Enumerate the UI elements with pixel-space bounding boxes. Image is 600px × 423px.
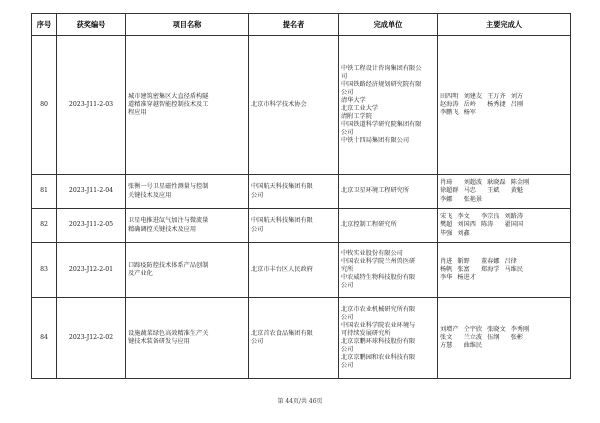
person-name: 杨进才 [457, 274, 476, 282]
person-name: 宋飞 [440, 213, 453, 221]
unit-line: 可持续发展研究所 [341, 329, 391, 337]
person-name: 杨秀捷 [487, 100, 506, 108]
table-header-row [32, 14, 571, 36]
project-line: 精确调控关键技术及应用 [128, 225, 197, 233]
header-project: 项目名称 [126, 14, 249, 36]
nominator-line: 公司 [251, 191, 264, 199]
project-line: 道精准穿越智能控制技术及工 [128, 100, 209, 108]
project-line: 设施蔬菜绿色高效精准生产关 [128, 329, 209, 337]
person-name: 王万齐 [487, 92, 506, 100]
person-name: 伍纲 [487, 333, 500, 341]
project-line: 程应用 [128, 109, 147, 117]
cell-award-no: 2023-J12-2-02 [57, 298, 126, 379]
unit-line: 公司 [341, 88, 354, 96]
person-name: 刘增产 [440, 325, 459, 333]
person-name: 曲维民 [463, 342, 483, 350]
table-row [32, 175, 571, 209]
person-name: 马维民 [504, 265, 524, 273]
person-name: 张文 [440, 333, 453, 341]
person-name: 樊超 [440, 221, 453, 229]
cell-seq: 83 [32, 243, 57, 298]
people-grid [440, 213, 568, 237]
cell-nominator [249, 298, 339, 379]
people-grid [440, 258, 568, 282]
cell-people [438, 243, 571, 298]
unit-line: 究所 [341, 265, 354, 273]
project-line: 关键技术及应用 [128, 191, 172, 199]
person-name: 田四明 [440, 92, 459, 100]
nominator-line: 公司 [251, 225, 264, 233]
unit-line: 中国农业科学院农业环境与 [341, 321, 416, 329]
cell-award-no: 2023-J11-2-03 [57, 36, 126, 175]
person-name: 黄魁 [510, 187, 524, 195]
person-name: 王斌 [487, 187, 500, 195]
person-name: 杨帆 [440, 265, 453, 273]
person-name: 张彬 [510, 333, 524, 341]
cell-nominator [249, 243, 339, 298]
cell-project [126, 243, 249, 298]
header-seq: 序号 [32, 14, 57, 36]
cell-units [339, 298, 438, 379]
person-name: 岳岭 [463, 100, 476, 108]
cell-people [438, 209, 571, 243]
person-name: 徐超群 [440, 187, 459, 195]
unit-line: 公司 [341, 313, 354, 321]
cell-project [126, 36, 249, 175]
person-name: 肖琦 [440, 179, 453, 187]
person-name: 刘鑫 [457, 229, 470, 237]
unit-line: 中国铁路经济规划研究院有限 [341, 80, 422, 88]
table-row [32, 36, 571, 175]
cell-seq: 84 [32, 298, 57, 379]
cell-project [126, 175, 249, 209]
unit-line: 北京工业大学 [341, 105, 379, 112]
project-line: 城市建筑密集区大直径盾构隧 [128, 92, 209, 100]
person-name: 李华 [440, 274, 453, 282]
cell-people [438, 175, 571, 209]
person-name: 李文 [457, 213, 470, 221]
unit-line: 中农威特生物科技股份有限 [341, 274, 416, 282]
header-nominator: 提名者 [249, 14, 339, 36]
person-name: 李秀刚 [510, 325, 530, 333]
unit-line: 北京市农业机械研究所有限 [341, 305, 416, 313]
cell-people [438, 36, 571, 175]
person-name: 李宗良 [480, 213, 500, 221]
person-name: 马忠 [463, 187, 476, 195]
unit-line: 司 [341, 72, 348, 80]
nominator-line: 公司 [251, 338, 264, 345]
unit-line: 北京京鹏园和农业科技有限 [341, 354, 416, 362]
cell-nominator [249, 209, 339, 243]
cell-units [339, 243, 438, 298]
awards-table [31, 13, 571, 379]
person-name: 毕强 [440, 229, 453, 237]
person-name: 张艳景 [463, 195, 483, 203]
cell-award-no: 2023-J11-2-04 [57, 175, 126, 209]
unit-line: 北京卫星环境工程研究所 [341, 187, 410, 195]
person-name: 刘建友 [463, 92, 483, 100]
person-name: 仝宇欣 [463, 325, 483, 333]
person-name: 吕刚 [510, 100, 524, 108]
person-name: 刘国西 [457, 221, 476, 229]
cell-nominator [249, 175, 339, 209]
nominator-line: 中国航天科技集团有限 [251, 183, 313, 191]
project-line: 键技术装备研发与应用 [128, 338, 190, 345]
people-grid [440, 93, 568, 117]
person-name: 杨军 [463, 109, 476, 117]
cell-seq: 81 [32, 175, 57, 209]
person-name: 靳野 [457, 257, 470, 265]
project-line: 卫星电推进氙气加注与微流量 [128, 217, 209, 225]
cell-seq: 80 [32, 36, 57, 175]
cell-award-no: 2023-J12-2-01 [57, 243, 126, 298]
unit-line: 中铁十四局集团有限公司 [341, 137, 410, 145]
table-row [32, 298, 571, 379]
cell-project [126, 209, 249, 243]
cell-award-no: 2023-J11-2-05 [57, 209, 126, 243]
unit-line: 中国铁道科学研究院集团有限 [341, 121, 422, 129]
person-name: 张富 [457, 265, 470, 273]
unit-line: 北京京鹏环球科技股份有限 [341, 338, 416, 345]
project-line: 及产业化 [128, 270, 153, 277]
person-name: 陈金刚 [510, 179, 530, 187]
nominator-line: 北京首农食品集团有限 [251, 329, 313, 337]
person-name: 翟国国 [504, 221, 524, 229]
cell-people [438, 298, 571, 379]
unit-line: 公司 [341, 282, 354, 290]
nominator-line: 北京市科学技术协会 [251, 100, 307, 108]
project-line: 张衡一号卫星磁性测量与控制 [128, 183, 209, 191]
person-name: 李鹏飞 [440, 109, 459, 117]
person-name: 刘超波 [463, 179, 483, 187]
person-name: 吕律 [504, 257, 517, 265]
person-name: 方慧 [440, 342, 453, 350]
table-row [32, 243, 571, 298]
nominator-line: 北京市丰台区人民政府 [251, 265, 313, 273]
unit-line: 公司 [341, 362, 354, 370]
nominator-line: 中国航天科技集团有限 [251, 217, 313, 225]
unit-line: 中牧实业股份有限公司 [341, 249, 403, 257]
cell-project [126, 298, 249, 379]
cell-seq: 82 [32, 209, 57, 243]
header-units: 完成单位 [339, 14, 438, 36]
header-award-no: 获奖编号 [57, 14, 126, 36]
page-footer: 第 44页/共 46页 [277, 398, 323, 405]
person-name: 刘方 [510, 92, 524, 100]
person-name: 耿晓磊 [487, 179, 506, 187]
cell-units [339, 209, 438, 243]
unit-line: 公司 [341, 346, 354, 354]
header-people: 主要完成人 [438, 14, 571, 36]
cell-units [339, 175, 438, 209]
unit-line: 清附工学院 [341, 113, 372, 121]
people-grid [440, 179, 568, 203]
person-name: 肖进 [440, 257, 453, 265]
unit-line: 北京控制工程研究所 [341, 221, 397, 229]
table-row [32, 209, 571, 243]
people-grid [440, 326, 568, 350]
person-name: 董春娜 [480, 257, 500, 265]
unit-line: 中国农业科学院兰州兽医研 [341, 257, 416, 265]
cell-nominator [249, 36, 339, 175]
person-name: 兰立波 [463, 333, 483, 341]
person-name: 陈涛 [480, 221, 494, 229]
person-name: 李娜 [440, 195, 453, 203]
unit-line: 中铁工程设计咨询集团有限公 [341, 64, 422, 72]
project-line: 口蹄疫防控技术体系产品创制 [128, 261, 209, 269]
person-name: 张晓文 [487, 325, 506, 333]
unit-line: 公司 [341, 129, 354, 137]
person-name: 刘路涛 [504, 213, 524, 221]
person-name: 郑海学 [480, 265, 500, 273]
cell-units [339, 36, 438, 175]
unit-line: 清华大学 [341, 96, 366, 104]
person-name: 赵海涛 [440, 100, 459, 108]
